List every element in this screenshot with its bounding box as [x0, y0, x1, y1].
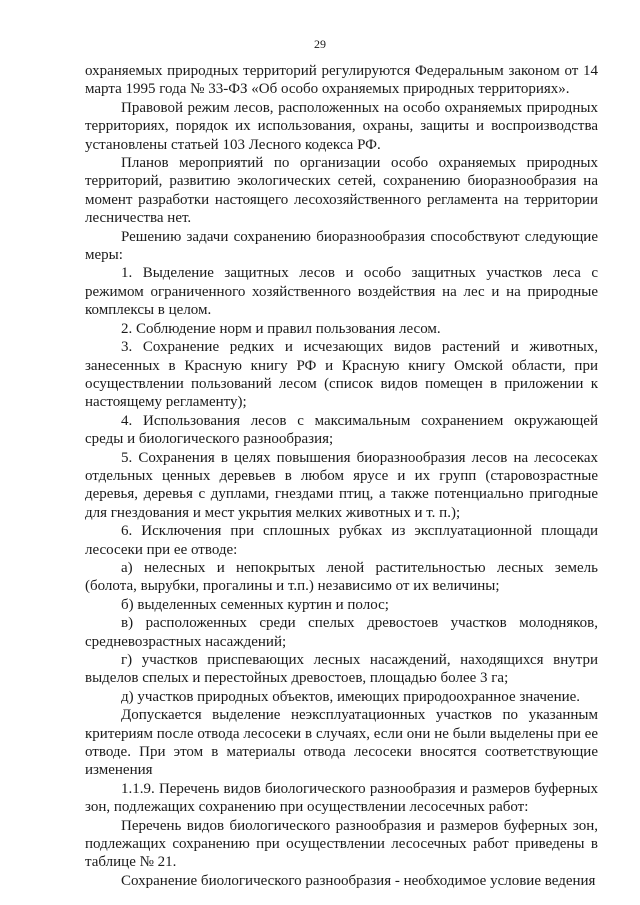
- paragraph: охраняемых природных территорий регулируются Федеральным законом от 14 марта 1995 года № 33-ФЗ «Об особо охраняемых природных территориях».: [85, 63, 598, 98]
- paragraph: б) выделенных семенных куртин и полос;: [121, 596, 389, 613]
- paragraph: 6. Исключения при сплошных рубках из эксплуатационной площади лесосеки при ее отводе:: [85, 523, 598, 558]
- paragraph: Перечень видов биологического разнообразия и размеров буферных зон, подлежащих сохранению при осуществлении лесосечных работ приведены в таблице № 21.: [85, 817, 598, 871]
- paragraph: в) расположенных среди спелых древостоев участков молодняков, средневозрастных насаждений;: [85, 615, 598, 650]
- paragraph: 1. Выделение защитных лесов и особо защитных участков леса с режимом ограниченного хозяйственного воздействия на лес и на природные комплексы в целом.: [85, 265, 598, 319]
- paragraph: Решению задачи сохранению биоразнообразия способствуют следующие меры:: [85, 228, 598, 264]
- body-text: [85, 62, 598, 890]
- paragraph: Правовой режим лесов, расположенных на особо охраняемых природных территориях, порядок их использования, охраны, защиты и воспроизводства установлены статьей 103 Лесного кодекса РФ.: [85, 99, 598, 153]
- page-number: 29: [314, 37, 326, 51]
- paragraph: а) нелесных и непокрытых леной растительностью лесных земель (болота, вырубки, прогалины и т.п.) независимо от их величины;: [85, 559, 598, 595]
- paragraph: Планов мероприятий по организации особо охраняемых природных территорий, развитию экологических сетей, сохранению биоразнообразия на момент разработки настоящего лесохозяйственного регламента на территории лесничества нет.: [85, 155, 598, 227]
- paragraph: 4. Использования лесов с максимальным сохранением окружающей среды и биологического разнообразия;: [85, 412, 598, 448]
- paragraph: г) участков приспевающих лесных насаждений, находящихся внутри выделов спелых и перестойных древостоев, площадью более 3 га;: [85, 652, 598, 687]
- paragraph: 3. Сохранение редких и исчезающих видов растений и животных, занесенных в Красную книгу РФ и Красную книгу Омской области, при осуществлении пользований лесом (список видов помещен в приложении к настоящему регламенту);: [85, 339, 598, 411]
- paragraph: Допускается выделение неэксплуатационных участков по указанным критериям после отвода лесосеки в случаях, если они не были выделены при ее отводе. При этом в материалы отвода лесосеки вносятся соответствующие изменения: [85, 707, 598, 779]
- paragraph: 1.1.9. Перечень видов биологического разнообразия и размеров буферных зон, подлежащих сохранению при осуществлении лесосечных работ:: [85, 780, 598, 816]
- paragraph: 2. Соблюдение норм и правил пользования лесом.: [121, 320, 441, 337]
- paragraph: д) участков природных объектов, имеющих природоохранное значение.: [121, 688, 581, 705]
- paragraph: 5. Сохранения в целях повышения биоразнообразия лесов на лесосеках отдельных ценных деревьев в любом ярусе и их групп (старовозрастные деревья, деревья с дуплами, гнездами птиц, а также потенциально пригодные для гнездования и мест укрытия мелких животных и т. п.);: [85, 449, 598, 521]
- paragraph: Сохранение биологического разнообразия - необходимое условие ведения: [121, 872, 596, 889]
